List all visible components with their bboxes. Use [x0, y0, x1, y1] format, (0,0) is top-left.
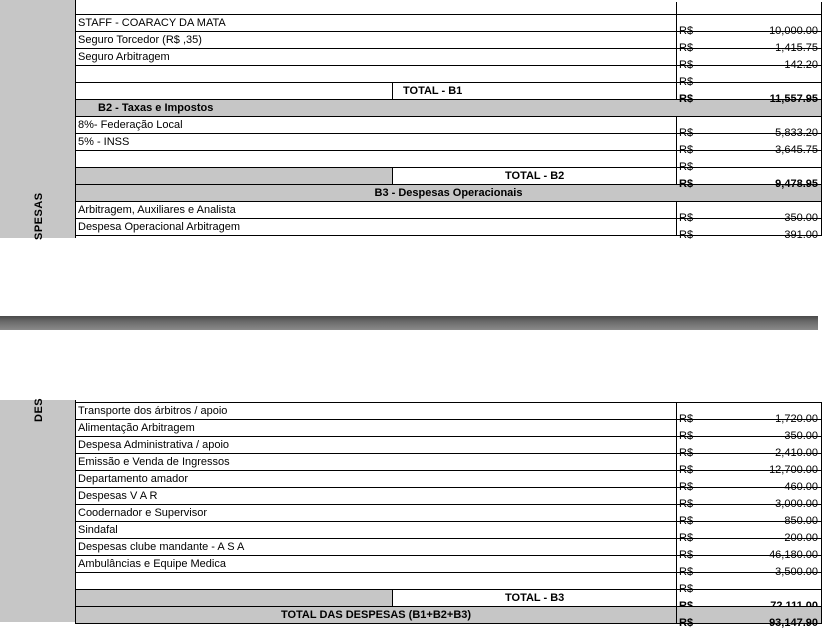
item-label — [76, 573, 677, 590]
currency-symbol: R$ — [679, 161, 694, 173]
amount-value: 1,415.75 — [775, 42, 818, 54]
section-b2-header-title: B2 - Taxas e Impostos — [76, 100, 822, 117]
amount-cell — [677, 15, 822, 37]
expenses-table-bottom — [75, 402, 822, 629]
amount-value: 11,557.95 — [769, 93, 818, 105]
line-item-row — [76, 134, 822, 151]
line-item-row — [76, 403, 822, 420]
total-b1-row-amount — [677, 83, 822, 105]
grand-total-row — [76, 607, 822, 624]
amount-value: 460.00 — [784, 481, 818, 493]
currency-symbol: R$ — [679, 549, 694, 561]
total-b2-row-label: TOTAL - B2 — [505, 170, 565, 182]
amount-value: 350.00 — [784, 430, 818, 442]
amount-cell — [677, 556, 822, 578]
item-label: Departamento amador — [76, 471, 677, 488]
line-item-row — [76, 420, 822, 437]
item-label: Coodernador e Supervisor — [76, 505, 677, 522]
total-b1-row-label-cell — [76, 83, 677, 100]
expenses-vertical-label-top: SPESAS — [33, 192, 45, 240]
currency-symbol: R$ — [679, 430, 694, 442]
line-item-row — [76, 471, 822, 488]
currency-symbol: R$ — [679, 532, 694, 544]
amount-cell — [677, 32, 822, 54]
currency-symbol: R$ — [679, 127, 694, 139]
amount-cell — [677, 151, 822, 173]
currency-symbol: R$ — [679, 76, 694, 88]
section-b2-header — [76, 100, 822, 117]
item-label: Seguro Arbitragem — [76, 49, 677, 66]
line-item-row — [76, 49, 822, 66]
line-item-row — [76, 454, 822, 471]
item-label: STAFF - COARACY DA MATA — [76, 15, 677, 32]
amount-value: 3,645.75 — [775, 144, 818, 156]
currency-symbol: R$ — [679, 178, 694, 190]
expenses-sidebar-bottom — [0, 397, 76, 622]
item-label: Sindafal — [76, 522, 677, 539]
amount-value: 93,147.90 — [769, 617, 818, 629]
amount-value: 3,000.00 — [775, 498, 818, 510]
item-label: Despesas clube mandante - A S A — [76, 539, 677, 556]
amount-value: 2,410.00 — [775, 447, 818, 459]
item-label — [76, 151, 677, 168]
total-b3-row-amount — [677, 590, 822, 607]
amount-value: 1,720.00 — [775, 413, 818, 425]
amount-cell — [677, 573, 822, 595]
line-item-row — [76, 573, 822, 590]
amount-cell — [677, 505, 822, 527]
currency-symbol: R$ — [679, 59, 694, 71]
amount-value: 200.00 — [784, 532, 818, 544]
amount-value: 10,000.00 — [769, 25, 818, 37]
item-label: Transporte dos árbitros / apoio — [76, 403, 677, 420]
item-label: Despesa Operacional Arbitragem — [76, 219, 677, 236]
amount-cell — [677, 420, 822, 442]
line-item-row — [76, 117, 822, 134]
total-b3-row-label: TOTAL - B3 — [505, 592, 565, 604]
amount-value: 46,180.00 — [769, 549, 818, 561]
line-item-row — [76, 15, 822, 32]
line-item-row — [76, 505, 822, 522]
amount-cell — [677, 134, 822, 156]
currency-symbol: R$ — [679, 413, 694, 425]
amount-value: 12,700.00 — [769, 464, 818, 476]
amount-cell — [677, 539, 822, 561]
spreadsheet-page-2 — [0, 397, 818, 629]
line-item-row — [76, 66, 822, 83]
grand-total-amount — [677, 607, 822, 629]
currency-symbol: R$ — [679, 144, 694, 156]
amount-cell — [677, 66, 822, 88]
line-item-row — [76, 32, 822, 49]
section-b3-header — [76, 185, 822, 202]
expenses-vertical-label-bottom: DES — [33, 397, 45, 422]
amount-cell — [677, 522, 822, 544]
item-label: Despesa Administrativa / apoio — [76, 437, 677, 454]
section-b3-header-title: B3 - Despesas Operacionais — [76, 185, 822, 202]
line-item-row — [76, 437, 822, 454]
amount-cell — [677, 202, 822, 224]
item-label: Ambulâncias e Equipe Medica — [76, 556, 677, 573]
item-label — [76, 66, 677, 83]
item-label: Seguro Torcedor (R$ ,35) — [76, 32, 677, 49]
amount-cell — [677, 488, 822, 510]
line-item-row — [76, 151, 822, 168]
currency-symbol: R$ — [679, 25, 694, 37]
currency-symbol: R$ — [679, 212, 694, 224]
currency-symbol: R$ — [679, 617, 694, 629]
line-item-row — [76, 556, 822, 573]
amount-cell — [677, 403, 822, 425]
amount-cell — [677, 49, 822, 71]
item-label: 8%- Federação Local — [76, 117, 677, 134]
item-label: Despesas V A R — [76, 488, 677, 505]
currency-symbol: R$ — [679, 515, 694, 527]
line-item-row — [76, 219, 822, 236]
total-b3-row-label-cell — [76, 590, 677, 607]
item-label: Emissão e Venda de Ingressos — [76, 454, 677, 471]
amount-value: 5,833.20 — [775, 127, 818, 139]
item-label: 5% - INSS — [76, 134, 677, 151]
total-b3-row — [76, 590, 822, 607]
line-item-row — [76, 539, 822, 556]
amount-cell — [677, 471, 822, 493]
currency-symbol: R$ — [679, 498, 694, 510]
line-item-row — [76, 202, 822, 219]
amount-value: 350.00 — [784, 212, 818, 224]
currency-symbol: R$ — [679, 566, 694, 578]
total-b2-row — [76, 168, 822, 185]
amount-cell — [677, 454, 822, 476]
amount-cell — [677, 117, 822, 139]
amount-value: 3,500.00 — [775, 566, 818, 578]
total-b1-row — [76, 83, 822, 100]
table-top-spacer — [76, 2, 822, 15]
page-break-band — [0, 316, 818, 330]
total-b1-row-label: TOTAL - B1 — [403, 85, 463, 97]
currency-symbol: R$ — [679, 583, 694, 595]
spreadsheet-page-1 — [0, 0, 818, 241]
amount-cell — [677, 437, 822, 459]
line-item-row — [76, 488, 822, 505]
amount-value: 391.00 — [784, 229, 818, 241]
item-label: Alimentação Arbitragem — [76, 420, 677, 437]
total-b2-row-amount — [677, 168, 822, 190]
currency-symbol: R$ — [679, 447, 694, 459]
expenses-table-top — [75, 2, 822, 241]
grand-total-label: TOTAL DAS DESPESAS (B1+B2+B3) — [76, 607, 677, 624]
amount-cell — [677, 219, 822, 241]
expenses-sidebar-top — [0, 0, 76, 238]
amount-value: 9,478.95 — [775, 178, 818, 190]
total-b2-row-label-cell — [76, 168, 677, 185]
currency-symbol: R$ — [679, 42, 694, 54]
currency-symbol: R$ — [679, 93, 694, 105]
amount-value: 142.20 — [784, 59, 818, 71]
currency-symbol: R$ — [679, 229, 694, 241]
currency-symbol: R$ — [679, 481, 694, 493]
item-label: Arbitragem, Auxiliares e Analista — [76, 202, 677, 219]
amount-value: 850.00 — [784, 515, 818, 527]
line-item-row — [76, 522, 822, 539]
currency-symbol: R$ — [679, 464, 694, 476]
